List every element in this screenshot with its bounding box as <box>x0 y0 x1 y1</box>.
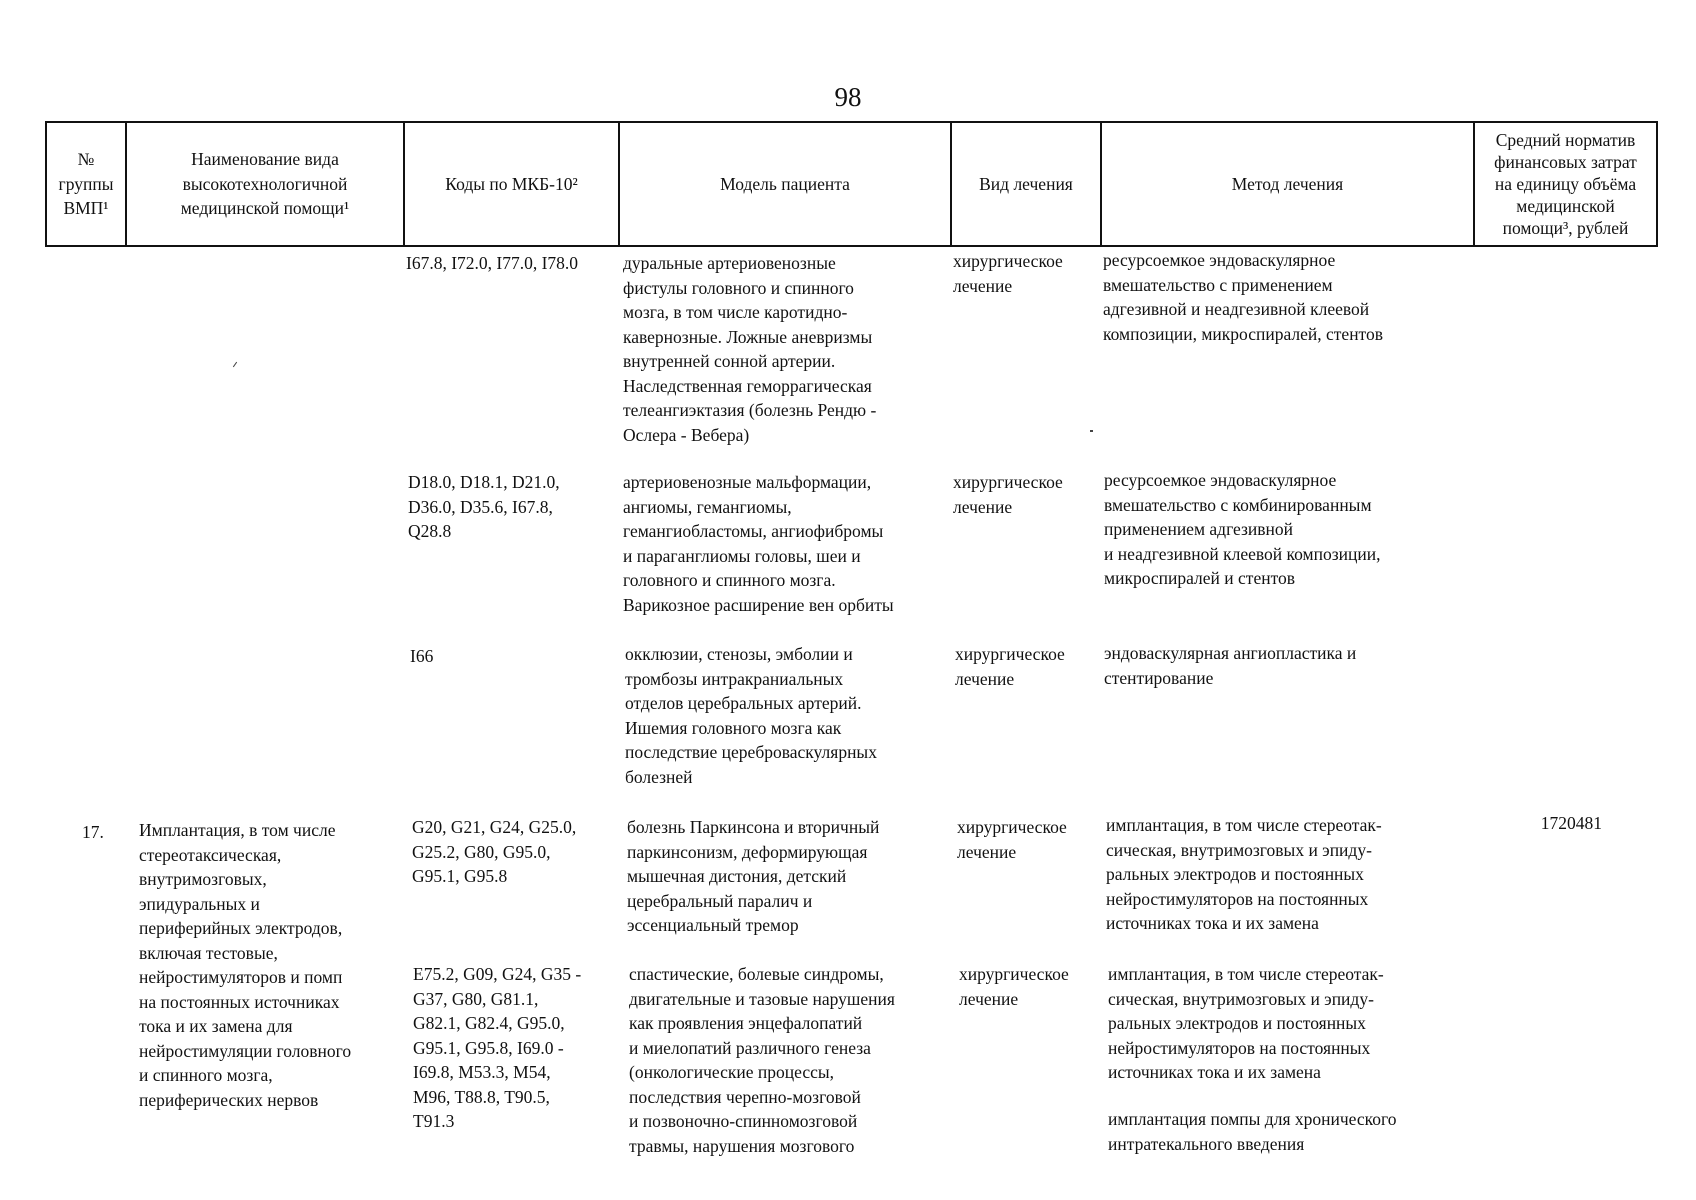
row1-codes: I67.8, I72.0, I77.0, I78.0 <box>406 253 579 273</box>
row2-treatment-type: хирургическое лечение <box>953 472 1063 517</box>
header-icd-codes: Коды по МКБ-10² <box>404 122 619 246</box>
header-cost-standard: Средний норматив финансовых затрат на единицу объёма медицинской помощи³, рублей <box>1474 122 1657 246</box>
row4-patient-model: болезнь Паркинсона и вторичный паркинсонизм, деформирующая мышечная дистония, детский церебральный паралич и эссенциальный тремор <box>627 817 880 935</box>
table-header <box>45 121 1658 247</box>
header-treatment-type: Вид лечения <box>951 122 1101 246</box>
row1-treatment-type: хирургическое лечение <box>953 251 1063 296</box>
row4-treatment-method: имплантация, в том числе стереотак- сическая, внутримозговых и эпиду- ральных электродов и постоянных нейростимуляторов на постоянных источниках тока и их замена <box>1106 815 1382 933</box>
page-number: 98 <box>834 82 862 112</box>
row5-treatment-method: имплантация, в том числе стереотак- сическая, внутримозговых и эпиду- ральных электродов и постоянных нейростимуляторов на постоянных источниках тока и их замена <box>1108 964 1384 1082</box>
row2-treatment-method: ресурсоемкое эндоваскулярное вмешательство с комбинированным применением адгезивной и неадгезивной клеевой композиции, микроспиралей и стентов <box>1104 470 1381 588</box>
header-treatment-method: Метод лечения <box>1101 122 1474 246</box>
row5-codes: E75.2, G09, G24, G35 - G37, G80, G81.1, G82.1, G82.4, G95.0, G95.1, G95.8, I69.0 - I69.8, M53.3, M54, M96, T88.8, T90.5, T91.3 <box>413 964 582 1131</box>
group-17-care-type-name: Имплантация, в том числе стереотаксическая, внутримозговых, эпидуральных и периферийных электродов, включая тестовые, нейростимуляторов и помп на постоянных источниках тока и их замена для нейростимуляции головного и спинного мозга, периферических нервов <box>139 820 352 1110</box>
row5-patient-model: спастические, болевые синдромы, двигательные и тазовые нарушения как проявления энцефалопатий и миелопатий различного генеза (онкологические процессы, последствия черепно-мозговой и позвоночно-спинномозговой травмы, нарушения мозгового <box>629 964 895 1156</box>
group-17-cost: 1720481 <box>1540 813 1602 833</box>
header-group-number: № группы ВМП¹ <box>46 122 126 246</box>
row5-treatment-type: хирургическое лечение <box>959 964 1069 1009</box>
header-care-type-name: Наименование вида высокотехнологичной медицинской помощи¹ <box>126 122 404 246</box>
row4-codes: G20, G21, G24, G25.0, G25.2, G80, G95.0, G95.1, G95.8 <box>412 817 577 886</box>
row2-codes: D18.0, D18.1, D21.0, D36.0, D35.6, I67.8, Q28.8 <box>408 472 560 541</box>
row3-treatment-type: хирургическое лечение <box>955 644 1065 689</box>
header-row <box>46 122 1657 246</box>
row5-treatment-method-pump: имплантация помпы для хронического интратекального введения <box>1108 1109 1397 1154</box>
row3-codes: I66 <box>410 646 434 666</box>
group-17-number: 17. <box>82 822 104 842</box>
row2-patient-model: артериовенозные мальформации, ангиомы, гемангиомы, гемангиобластомы, ангиофибромы и параганглиомы головы, шеи и головного и спинного мозга. Варикозное расширение вен орбиты <box>623 472 894 615</box>
scan-speck <box>1090 430 1093 432</box>
row4-treatment-type: хирургическое лечение <box>957 817 1067 862</box>
row3-patient-model: окклюзии, стенозы, эмболии и тромбозы интракраниальных отделов церебральных артерий. Ишемия головного мозга как последствие цереброваскулярных болезней <box>625 644 877 787</box>
row3-treatment-method: эндоваскулярная ангиопластика и стентирование <box>1104 643 1357 688</box>
row1-patient-model: дуральные артериовенозные фистулы головного и спинного мозга, в том числе каротидно- кавернозные. Ложные аневризмы внутренней сонной артерии. Наследственная геморрагическая телеангиэктазия (болезнь Рендю - Ослера - Вебера) <box>623 253 877 445</box>
header-patient-model: Модель пациента <box>619 122 951 246</box>
scan-speck <box>233 362 237 367</box>
row1-treatment-method: ресурсоемкое эндоваскулярное вмешательство с применением адгезивной и неадгезивной клеевой композиции, микроспиралей, стентов <box>1103 250 1383 344</box>
